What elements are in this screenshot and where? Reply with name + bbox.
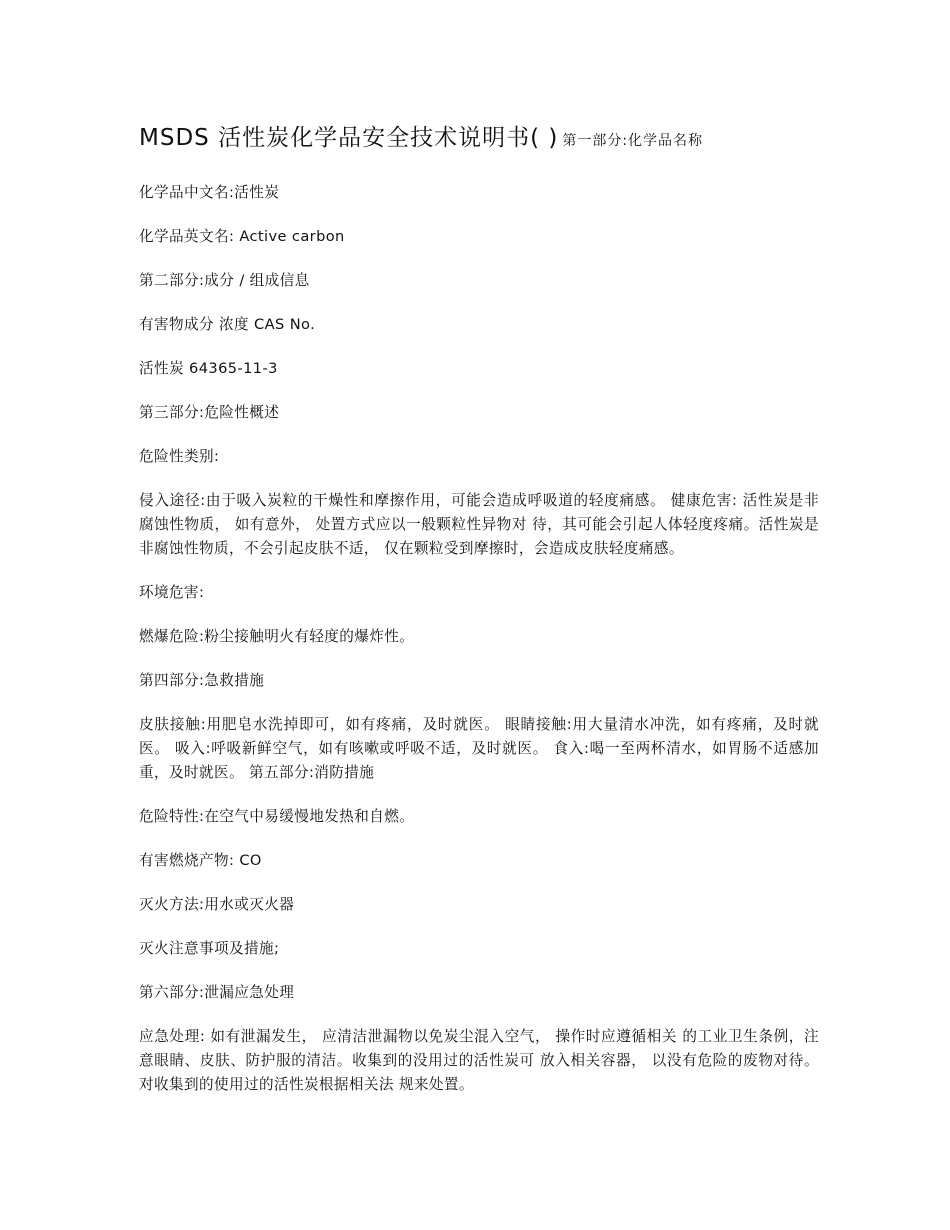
- hazard-characteristics: 危险特性:在空气中易缓慢地发热和自燃。: [139, 808, 415, 825]
- section-3-heading: 第三部分:危险性概述: [139, 404, 280, 421]
- extinguishing-precautions: 灭火注意事项及措施;: [139, 940, 280, 957]
- first-aid-paragraph: 皮肤接触:用肥皂水洗掉即可，如有疼痛，及时就医。 眼睛接触:用大量清水冲洗，如有疼痛，及时就医。 吸入:呼吸新鲜空气，如有咳嗽或呼吸不适，及时就医。 食入:喝一至两杯清水，如胃肠不适感加重，及时就医。 第五部分:消防措施: [139, 716, 819, 781]
- document-title: MSDS 活性炭化学品安全技术说明书( ): [139, 125, 559, 151]
- composition-row: 活性炭 64365-11-3: [139, 360, 278, 377]
- section-4-heading: 第四部分:急救措施: [139, 672, 265, 689]
- explosion-hazard: 燃爆危险:粉尘接触明火有轻度的爆炸性。: [139, 628, 415, 645]
- hazard-category: 危险性类别:: [139, 448, 220, 465]
- document-page: [139, 118, 819, 1117]
- extinguishing-method: 灭火方法:用水或灭火器: [139, 896, 295, 913]
- section-2-heading: 第二部分:成分 / 组成信息: [139, 272, 310, 289]
- document-section-1-heading: 第一部分:化学品名称: [562, 133, 704, 149]
- leak-response-paragraph: 应急处理: 如有泄漏发生， 应清洁泄漏物以免炭尘混入空气， 操作时应遵循相关 的工业卫生条例，注意眼睛、皮肤、防护服的清洁。收集到的没用过的活性炭可 放入相关容器， 以没有危险的废物对待。 对收集到的使用过的活性炭根据相关法 规来处置。: [139, 1028, 819, 1093]
- combustion-products: 有害燃烧产物: CO: [139, 852, 262, 869]
- composition-header: 有害物成分 浓度 CAS No.: [139, 316, 316, 333]
- section-6-heading: 第六部分:泄漏应急处理: [139, 984, 295, 1001]
- exposure-routes-paragraph: 侵入途径:由于吸入炭粒的干燥性和摩擦作用，可能会造成呼吸道的轻度痛感。 健康危害: 活性炭是非腐蚀性物质， 如有意外， 处置方式应以一般颗粒性异物对 待，其可能会引起人体轻度疼痛。活性炭是非腐蚀性物质，不会引起皮肤不适， 仅在颗粒受到摩擦时，会造成皮肤轻度痛感。: [139, 492, 819, 557]
- environmental-hazard: 环境危害:: [139, 584, 205, 601]
- chinese-name: 化学品中文名:活性炭: [139, 184, 280, 201]
- english-name: 化学品英文名: Active carbon: [139, 228, 345, 245]
- document-title-line: [139, 118, 819, 161]
